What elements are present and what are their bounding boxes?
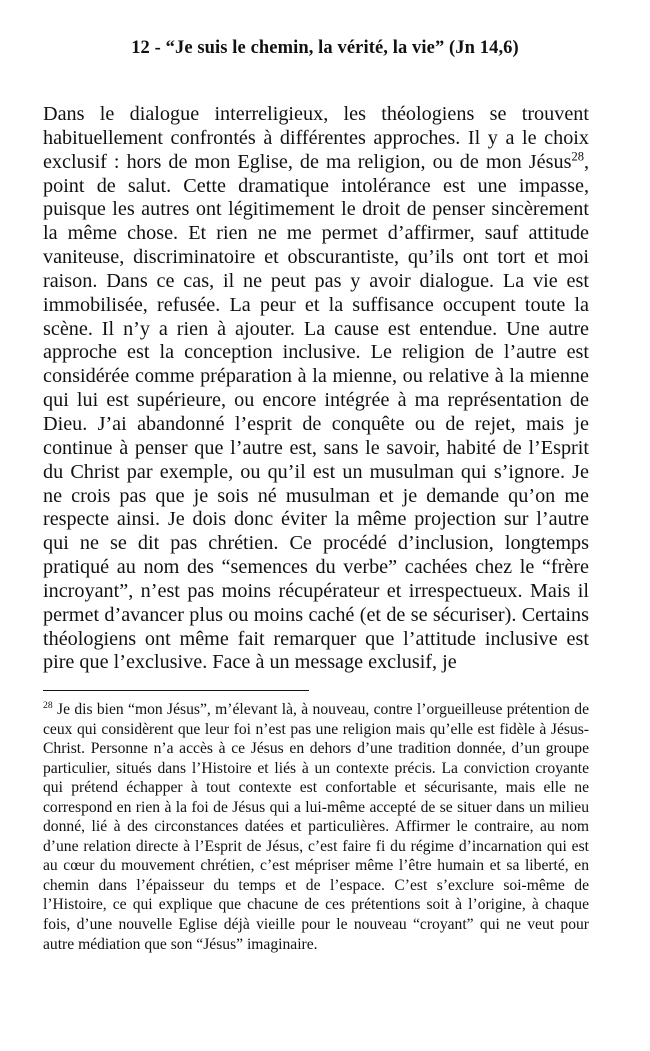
paragraph-text-end: , point de salut. Cette dramatique intolérance est une impasse, puisque les autres ont légitimement le droit de penser sincèrement la même chose. Et rien ne me permet d’affirmer, sauf attitude vaniteuse, discriminatoire et obscurantiste, qu’ils ont tort et moi raison. Dans ce cas, il ne peut pas y avoir dialogue. La vie est immobilisée, refusée. La peur et la suffisance occupent toute la scène. Il n’y a rien à ajouter. La cause est entendue. Une autre approche est la conception inclusive. Le religion de l’autre est considérée comme préparation à la mienne, ou relative à la mienne qui lui est supérieure, ou encore intégrée à ma représentation de Dieu. J’ai abandonné l’esprit de conquête ou de rejet, mais je continue à penser que l’autre est, sans le savoir, habité de l’Esprit du Christ par exemple, ou qu’il est un musulman qui s’ignore. Je ne crois pas que je sois né musulman et je demande qu’on me respecte ainsi. Je dois donc éviter la même projection sur l’autre qui ne se dit pas chrétien. Ce procédé d’inclusion, longtemps pratiqué au nom des “semences du verbe” cachées chez le “frère incroyant”, n’est pas moins récupérateur et irrespectueux. Mais il permet d’avancer plus ou moins caché (et de se sécuriser). Certains théologiens ont même fait remarquer que l’attitude inclusive est pire que l’exclusive. Face à un message exclusif, je xyxy=(43,150,589,674)
footnote-number: 28 xyxy=(43,699,53,711)
main-paragraph xyxy=(43,103,589,675)
footnote-reference: 28 xyxy=(571,148,584,163)
footnote xyxy=(43,700,589,954)
paragraph-text-start: Dans le dialogue interreligieux, les théologiens se trouvent habituellement confrontés à différentes approches. Il y a le choix exclusif : hors de mon Eglise, de ma religion, ou de mon Jésus xyxy=(43,103,589,173)
running-head-title: 12 - “Je suis le chemin, la vérité, la vie” (Jn 14,6) xyxy=(131,38,519,58)
footnote-text: Je dis bien “mon Jésus”, m’élevant là, à nouveau, contre l’orgueilleuse prétention de ceux qui considèrent que leur foi n’est pas une religion mais qu’elle est fidèle à Jésus-Christ. Personne n’a accès à ce Jésus en dehors d’une tradition donnée, d’un groupe particulier, situés dans l’Histoire et liés à un contexte précis. La conviction croyante qui prétend échapper à tout contexte est confortable et sécurisante, mais elle ne correspond en rien à la foi de Jésus qui a lui-même accepté de se situer dans un milieu donné, lié à des circonstances datées et particulières. Affirmer le contraire, au nom d’une relation directe à l’Esprit de Jésus, c’est faire fi du régime d’incarnation qui est au cœur du mouvement chrétien, c’est mépriser même l’être humain et sa liberté, en chemin dans l’épaisseur du temps et de l’espace. C’est s’exclure soi-même de l’Histoire, ce qui explique que chacune de ces prétentions soit à l’origine, à chaque fois, d’une nouvelle Eglise déjà vieille pour le nouveau “croyant” qui ne veut pour autre médiation que son “Jésus” imaginaire. xyxy=(43,701,589,953)
footnote-separator xyxy=(43,690,309,691)
